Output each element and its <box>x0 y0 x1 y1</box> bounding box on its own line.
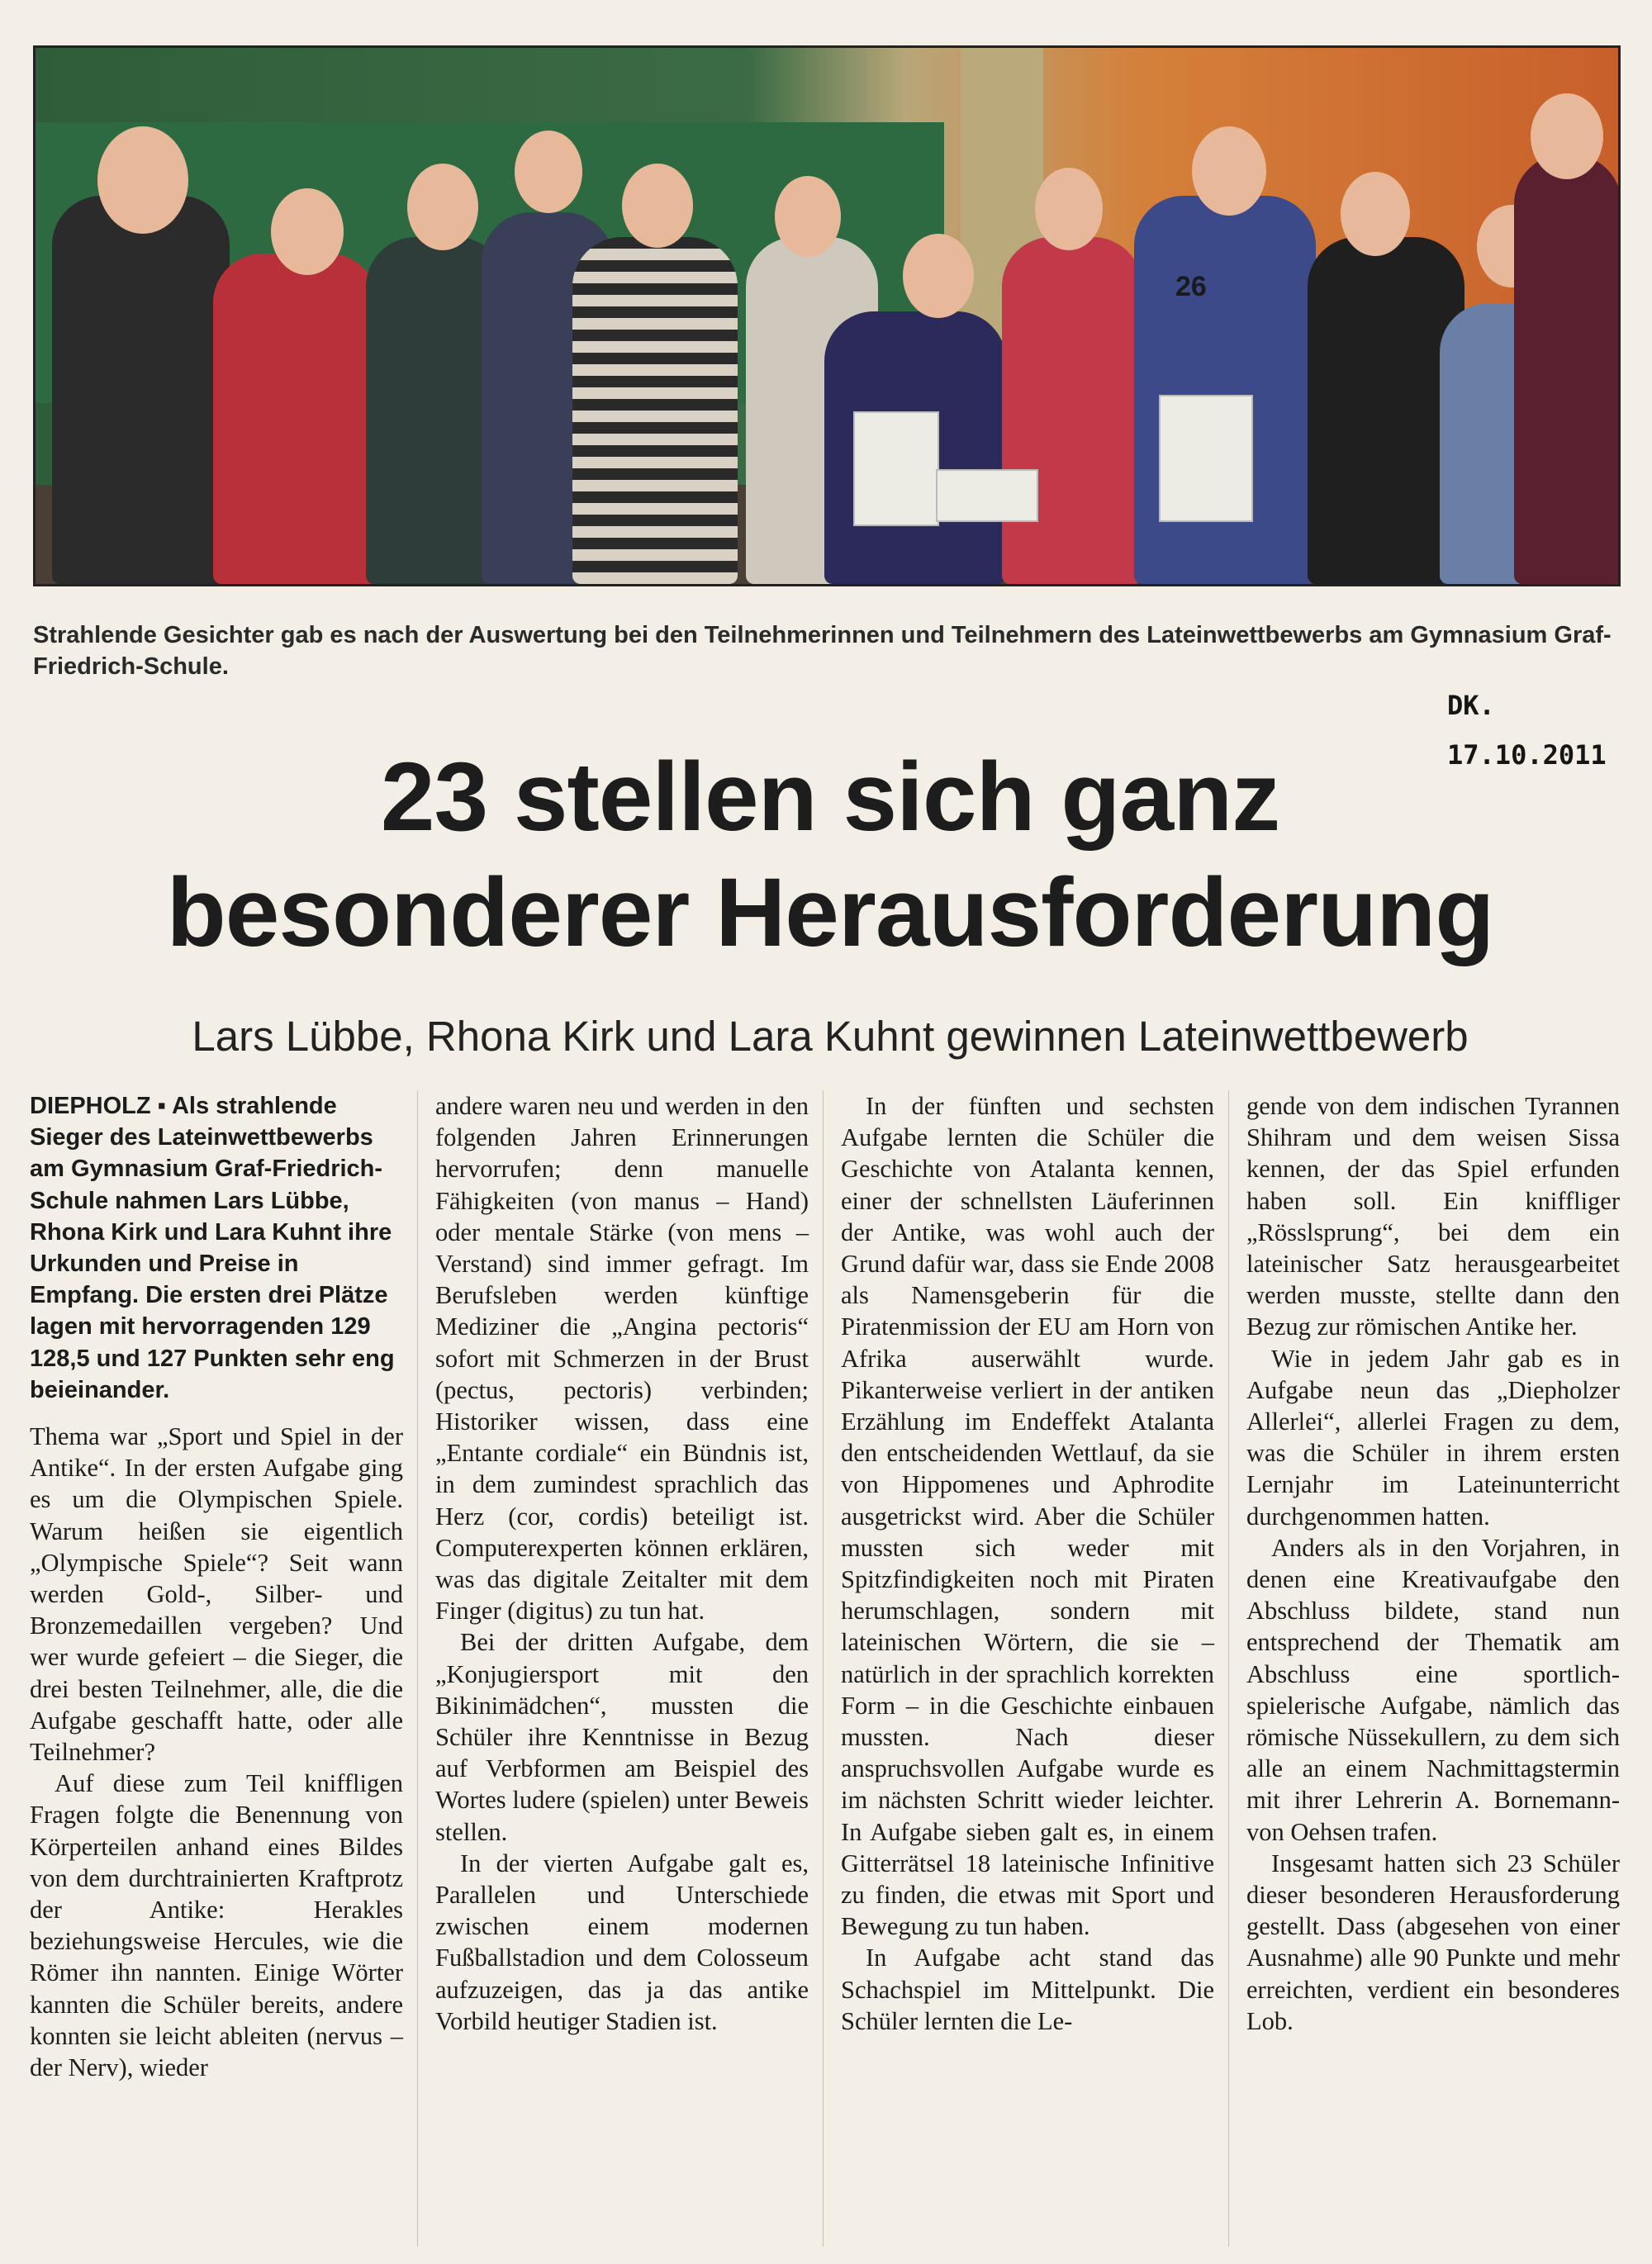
paragraph: andere waren neu und werden in den folgenden Jahren Erinnerungen hervorrufen; denn manuelle Fähigkeiten (von manus – Hand) oder mentale Stärke (von mens – Verstand) sind immer gefragt. Im Berufsleben werden künftige Mediziner die „Angina pectoris“ sofort mit Schmerzen in der Brust (pectus, pectoris) verbinden; Historiker wissen, dass eine „Entante cordiale“ ein Bündnis ist, in dem zumindest sprachlich das Herz (cor, cordis) beteiligt ist. Computerexperten können erklären, was das digitale Zeitalter mit dem Finger (digitus) zu tun hat. <box>435 1092 809 1626</box>
person-student <box>1002 237 1142 584</box>
paragraph: Insgesamt hatten sich 23 Schüler dieser besonderen Herausforderung gestellt. Dass (abgesehen von einer Ausnahme) alle 90 Punkte und mehr erreichten, verdient ein besonderes Lob. <box>1246 1849 1620 2035</box>
headline-line-2: besonderer Herausforderung <box>166 858 1494 967</box>
article-lead <box>30 1090 403 1406</box>
certificate <box>936 469 1038 522</box>
article-column-1 <box>30 1090 403 2083</box>
column-rule <box>823 1090 824 2247</box>
paragraph: Thema war „Sport und Spiel in der Antike“. In der ersten Aufgabe ging es um die Olympischen Spiele. Warum heißen sie eigentlich „Olympische Spiele“? Seit wann werden Gold-, Silber- und Bronzemedaillen vergeben? Und wer wurde gefeiert – die Sieger, die drei besten Teilnehmer, alle, die die Aufgabe geschafft hatte, oder alle Teilnehmer? <box>30 1422 403 1767</box>
person-head <box>1192 126 1266 216</box>
paragraph: In der vierten Aufgabe galt es, Parallelen und Unterschiede zwischen einem modernen Fußballstadion und dem Colosseum aufzuzeigen, das ja das antike Vorbild heutiger Stadien ist. <box>435 1849 809 2035</box>
paragraph: In der fünften und sechsten Aufgabe lernten die Schüler die Geschichte von Atalanta kennen, einer der schnellsten Läuferinnen der Antike, was wohl auch der Grund dafür war, dass sie Ende 2008 als Namensgeberin für die Piratenmission der EU am Horn von Afrika auserwählt wurde. Pikanterweise verliert in der antiken Erzählung im Endeffekt Atalanta den entscheidenden Wettlauf, da sie von Hippomenes und Aphrodite ausgetrickst wird. Aber die Schüler mussten sich weder mit Spitzfindigkeiten noch mit Piraten herumschlagen, sondern mit lateinischen Wörtern, die sie – natürlich in der sprachlich korrekten Form – in die Geschichte einbauen mussten. Nach dieser anspruchsvollen Aufgabe wurde es im nächsten Schritt wieder leichter. In Aufgabe sieben galt es, in einem Gitterrätsel 18 lateinische Infinitive zu finden, die etwas mit Sport und Bewegung zu tun haben. <box>841 1092 1214 1941</box>
person-student-jersey <box>1134 196 1316 584</box>
paragraph: In Aufgabe acht stand das Schachspiel im Mittelpunkt. Die Schüler lernten die Le- <box>841 1944 1214 2035</box>
source-stamp: DK. <box>1447 690 1495 721</box>
certificate <box>853 411 939 526</box>
person-teacher-left <box>52 196 230 584</box>
person-head <box>271 188 344 275</box>
subheadline: Lars Lübbe, Rhona Kirk und Lara Kuhnt gewinnen Lateinwettbewerb <box>192 1013 1469 1060</box>
date-stamp: 17.10.2011 <box>1447 739 1607 771</box>
person-head <box>97 126 188 234</box>
lead-text: Als strahlende Sieger des Lateinwettbewerbs am Gymnasium Graf-Friedrich-Schule nahmen Lars Lübbe, Rhona Kirk und Lara Kuhnt ihre Urkunden und Preise in Empfang. Die ersten drei Plätze lagen mit hervorragenden 129 128,5 und 127 Punkten sehr eng beieinander. <box>30 1093 395 1403</box>
photo-caption: Strahlende Gesichter gab es nach der Auswertung bei den Teilnehmerinnen und Teilnehmern des Lateinwettbewerbs am Gymnasium Graf-Friedrich-Schule. <box>33 622 1612 680</box>
person-head <box>1531 93 1603 179</box>
paragraph: Auf diese zum Teil kniffligen Fragen folgte die Benennung von Körperteilen anhand eines Bildes von dem durchtrainierten Kraftprotz der Antike: Herakles beziehungsweise Hercules, wie die Römer ihn nannten. Einige Wörter kannten die Schüler bereits, andere konnten sie leicht ableiten (nervus – der Nerv), wieder <box>30 1769 403 2082</box>
jersey-number: 26 <box>1175 271 1207 302</box>
group-photo <box>33 45 1621 586</box>
paragraph: Wie in jedem Jahr gab es in Aufgabe neun das „Diepholzer Allerlei“, allerlei Fragen zu dem, was die Schüler in ihrem ersten Lernjahr im Lateinunterricht durchgenommen hatten. <box>1246 1344 1620 1531</box>
paragraph: Bei der dritten Aufgabe, dem „Konjugiersport mit den Bikinimädchen“, mussten die Schüler ihre Kenntnisse in Bezug auf Verbformen am Beispiel des Wortes ludere (spielen) unter Beweis stellen. <box>435 1628 809 1846</box>
person-head <box>515 131 582 213</box>
person-head <box>775 176 841 257</box>
dateline: DIEPHOLZ ▪ <box>30 1093 166 1119</box>
headline <box>25 739 1635 971</box>
column-rule <box>1228 1090 1229 2247</box>
article-column-2 <box>435 1090 809 2037</box>
article-column-3 <box>841 1090 1214 2037</box>
person-head <box>622 164 693 248</box>
column-rule <box>417 1090 418 2247</box>
person-teacher-right <box>1514 154 1621 584</box>
person-head <box>407 164 478 250</box>
person-head <box>1341 172 1410 256</box>
paragraph: Anders als in den Vorjahren, in denen eine Kreativaufgabe den Abschluss bildete, stand nun entsprechend der Thematik am Abschluss eine sportlich-spielerische Aufgabe, nämlich das römische Nüssekullern, zu dem sich alle an einem Nachmittagstermin mit ihrer Lehrerin A. Bornemann-von Oehsen trafen. <box>1246 1533 1620 1846</box>
person-student-striped <box>572 237 738 584</box>
person-student <box>213 254 378 584</box>
article-column-4 <box>1246 1090 1620 2037</box>
headline-line-1: 23 stellen sich ganz <box>380 743 1280 852</box>
person-head <box>1035 168 1103 250</box>
certificate <box>1159 395 1253 522</box>
paragraph: gende von dem indischen Tyrannen Shihram und dem weisen Sissa kennen, der das Spiel erfunden haben soll. Ein kniffliger „Rösslsprung“, bei dem ein lateinischer Satz herausgearbeitet werden musste, stellte dann den Bezug zur römischen Antike her. <box>1246 1092 1620 1341</box>
person-head <box>903 234 974 318</box>
